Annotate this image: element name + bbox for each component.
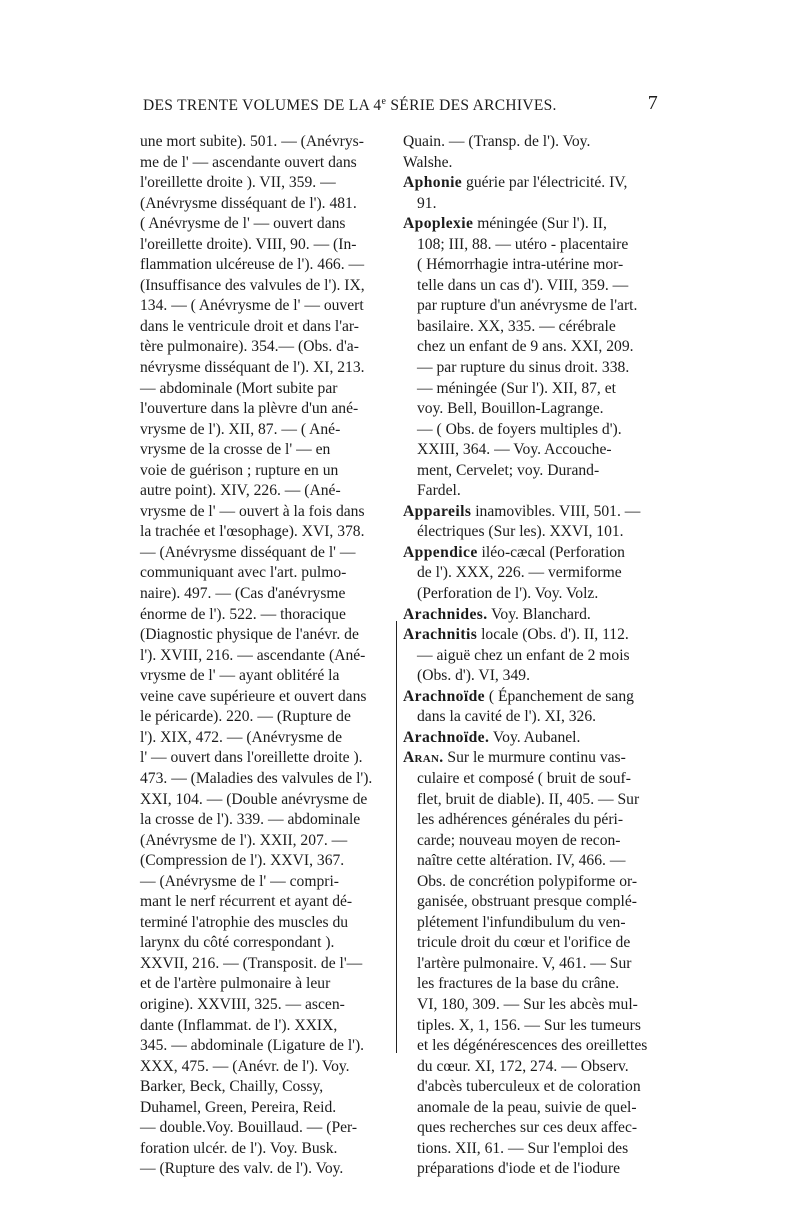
text-line: terminé l'atrophie des muscles du: [140, 913, 349, 931]
entry-headword: Arachnoïde: [403, 687, 485, 705]
entry-headword: Aran.: [403, 749, 444, 767]
text-line: XXIII, 364. — Voy. Accouche-: [417, 441, 612, 459]
text-line: — méningée (Sur l'). XII, 87, et: [417, 379, 616, 397]
text-line: Aran. Sur le murmure continu vas-: [403, 749, 626, 767]
text-line: naire). 497. — (Cas d'anévrysme: [140, 585, 346, 603]
text-line: XXVII, 216. — (Transposit. de l'—: [140, 954, 363, 972]
column-divider: [396, 621, 397, 1053]
text-line: — abdominale (Mort subite par: [140, 379, 338, 397]
text-line: flet, bruit de diable). II, 405. — Sur: [417, 790, 640, 808]
text-line: me de l' — ascendante ouvert dans: [140, 153, 357, 171]
text-line: (Insuffisance des valvules de l'). IX,: [140, 276, 365, 294]
entry-headword: Appareils: [403, 502, 472, 520]
text-line: Appareils inamovibles. VIII, 501. —: [403, 502, 641, 520]
entry-headword: Arachnides.: [403, 605, 488, 623]
text-line: dante (Inflammat. de l'). XXIX,: [140, 1016, 338, 1034]
text-line: d'abcès tuberculeux et de coloration: [417, 1078, 641, 1096]
text-line: Aphonie guérie par l'électricité. IV,: [403, 174, 628, 192]
text-line: et les dégénérescences des oreillettes: [417, 1037, 648, 1055]
text-line: vrysme de l'). XII, 87. — ( Ané-: [140, 420, 341, 438]
text-line: — (Anévrysme de l' — compri-: [140, 872, 339, 890]
text-line: dans la cavité de l'). XI, 326.: [417, 708, 597, 726]
text-line: — ( Obs. de foyers multiples d').: [417, 420, 622, 438]
text-line: Walshe.: [403, 153, 453, 171]
entry-headword: Appendice: [403, 543, 478, 561]
text-line: (Anévrysme de l'). XXII, 207. —: [140, 831, 348, 849]
text-line: ment, Cervelet; voy. Durand-: [417, 461, 600, 479]
text-line: du cœur. XI, 172, 274. — Observ.: [417, 1057, 629, 1075]
text-line: dans le ventricule droit et dans l'ar-: [140, 317, 359, 335]
text-line: tère pulmonaire). 354.— (Obs. d'a-: [140, 338, 359, 356]
text-line: basilaire. XX, 335. — cérébrale: [417, 317, 616, 335]
text-line: Arachnoïde ( Épanchement de sang: [403, 687, 634, 705]
text-line: communiquant avec l'art. pulmo-: [140, 564, 347, 582]
entry-headword: Apoplexie: [403, 215, 474, 233]
text-line: et de l'artère pulmonaire à leur: [140, 975, 331, 993]
text-line: préparations d'iode et de l'iodure: [417, 1160, 621, 1178]
text-line: la crosse de l'). 339. — abdominale: [140, 811, 361, 829]
text-line: ( Anévrysme de l' — ouvert dans: [140, 215, 346, 233]
entry-headword: Arachnitis: [403, 626, 478, 644]
text-line: voy. Bell, Bouillon-Lagrange.: [417, 400, 604, 418]
text-line: la trachée et l'œsophage). XVI, 378.: [140, 523, 365, 541]
header-title-superscript: e: [381, 96, 387, 107]
text-line: l'). XVIII, 216. — ascendante (Ané-: [140, 646, 366, 664]
text-line: larynx du côté correspondant ).: [140, 934, 335, 952]
text-line: (Perforation de l'). Voy. Volz.: [417, 585, 599, 603]
text-line: XXX, 475. — (Anévr. de l'). Voy.: [140, 1057, 350, 1075]
text-line: Quain. — (Transp. de l'). Voy.: [403, 133, 591, 150]
text-line: vrysme de l' — ouvert à la fois dans: [140, 502, 365, 520]
text-line: 134. — ( Anévrysme de l' — ouvert: [140, 297, 364, 315]
text-line: telle dans un cas d'). VIII, 359. —: [417, 276, 629, 294]
text-line: (Obs. d'). VI, 349.: [417, 667, 530, 685]
text-line: autre point). XIV, 226. — (Ané-: [140, 482, 341, 500]
header-title-part1: DES TRENTE VOLUMES DE LA 4: [143, 97, 382, 115]
left-column: [140, 132, 390, 1180]
text-line: — (Rupture des valv. de l'). Voy.: [140, 1160, 344, 1178]
text-line: l'artère pulmonaire. V, 461. — Sur: [417, 954, 632, 972]
text-line: — double.Voy. Bouillaud. — (Per-: [140, 1119, 358, 1137]
entry-headword: Arachnoïde.: [403, 728, 490, 746]
text-line: de l'). XXX, 226. — vermiforme: [417, 564, 622, 582]
text-line: (Compression de l'). XXVI, 367.: [140, 852, 345, 870]
text-line: l'oreillette droite ). VII, 359. —: [140, 174, 336, 192]
text-line: vrysme de la crosse de l' — en: [140, 441, 331, 459]
text-line: 91.: [417, 194, 437, 212]
text-line: — aiguë chez un enfant de 2 mois: [417, 646, 630, 664]
text-line: XXI, 104. — (Double anévrysme de: [140, 790, 368, 808]
text-line: Obs. de concrétion polypiforme or-: [417, 872, 638, 890]
text-line: (Anévrysme disséquant de l'). 481.: [140, 194, 357, 212]
text-line: névrysme disséquant de l'). XI, 213.: [140, 359, 365, 377]
text-line: plétement l'infundibulum du ven-: [417, 913, 626, 931]
text-line: anomale de la peau, suivie de quel-: [417, 1098, 637, 1116]
text-line: l'ouverture dans la plèvre d'un ané-: [140, 400, 359, 418]
text-line: le péricarde). 220. — (Rupture de: [140, 708, 351, 726]
text-line: Arachnoïde. Voy. Aubanel.: [403, 728, 581, 746]
text-line: voie de guérison ; rupture en un: [140, 461, 339, 479]
text-line: ganisée, obstruant presque complé-: [417, 893, 637, 911]
text-line: mant le nerf récurrent et ayant dé-: [140, 893, 353, 911]
text-line: 108; III, 88. — utéro - placentaire: [417, 235, 629, 253]
entry-headword: Aphonie: [403, 174, 463, 192]
text-line: l'oreillette droite). VIII, 90. — (In-: [140, 235, 357, 253]
text-line: Barker, Beck, Chailly, Cossy,: [140, 1078, 324, 1096]
header-title-part2: SÉRIE DES ARCHIVES.: [386, 97, 557, 115]
text-line: une mort subite). 501. — (Anévrys-: [140, 133, 364, 150]
text-line: tions. XII, 61. — Sur l'emploi des: [417, 1139, 629, 1157]
text-line: chez un enfant de 9 ans. XXI, 209.: [417, 338, 634, 356]
text-line: énorme de l'). 522. — thoracique: [140, 605, 346, 623]
text-line: Appendice iléo-cæcal (Perforation: [403, 543, 625, 561]
right-column: [403, 132, 658, 1180]
text-line: (Diagnostic physique de l'anévr. de: [140, 626, 359, 644]
text-line: ques recherches sur ces deux affec-: [417, 1119, 638, 1137]
text-line: les fractures de la base du crâne.: [417, 975, 620, 993]
text-line: veine cave supérieure et ouvert dans: [140, 687, 367, 705]
text-line: VI, 180, 309. — Sur les abcès mul-: [417, 995, 638, 1013]
text-line: culaire et composé ( bruit de souf-: [417, 769, 631, 787]
text-line: Arachnides. Voy. Blanchard.: [403, 605, 591, 623]
text-line: par rupture d'un anévrysme de l'art.: [417, 297, 638, 315]
text-line: flammation ulcéreuse de l'). 466. —: [140, 256, 365, 274]
text-line: — par rupture du sinus droit. 338.: [417, 359, 630, 377]
text-line: 473. — (Maladies des valvules de l').: [140, 769, 373, 787]
text-line: Fardel.: [417, 482, 461, 500]
text-line: naître cette altération. IV, 466. —: [417, 852, 626, 870]
text-line: 345. — abdominale (Ligature de l').: [140, 1037, 365, 1055]
text-line: ( Hémorrhagie intra-utérine mor-: [417, 256, 624, 274]
text-line: carde; nouveau moyen de recon-: [417, 831, 621, 849]
text-line: tricule droit du cœur et l'orifice de: [417, 934, 631, 952]
text-line: vrysme de l' — ayant oblitéré la: [140, 667, 340, 685]
text-line: Arachnitis locale (Obs. d'). II, 112.: [403, 626, 629, 644]
text-line: l' — ouvert dans l'oreillette droite ).: [140, 749, 363, 767]
text-line: origine). XXVIII, 325. — ascen-: [140, 995, 345, 1013]
text-line: les adhérences générales du péri-: [417, 811, 624, 829]
page-number: 7: [647, 92, 658, 114]
text-line: l'). XIX, 472. — (Anévrysme de: [140, 728, 343, 746]
text-line: Duhamel, Green, Pereira, Reid.: [140, 1098, 337, 1116]
text-line: foration ulcér. de l'). Voy. Busk.: [140, 1139, 338, 1157]
text-line: Apoplexie méningée (Sur l'). II,: [403, 215, 607, 233]
text-line: électriques (Sur les). XXVI, 101.: [417, 523, 624, 541]
text-line: — (Anévrysme disséquant de l' —: [140, 543, 356, 561]
header-title: [143, 96, 557, 115]
text-line: tiples. X, 1, 156. — Sur les tumeurs: [417, 1016, 641, 1034]
